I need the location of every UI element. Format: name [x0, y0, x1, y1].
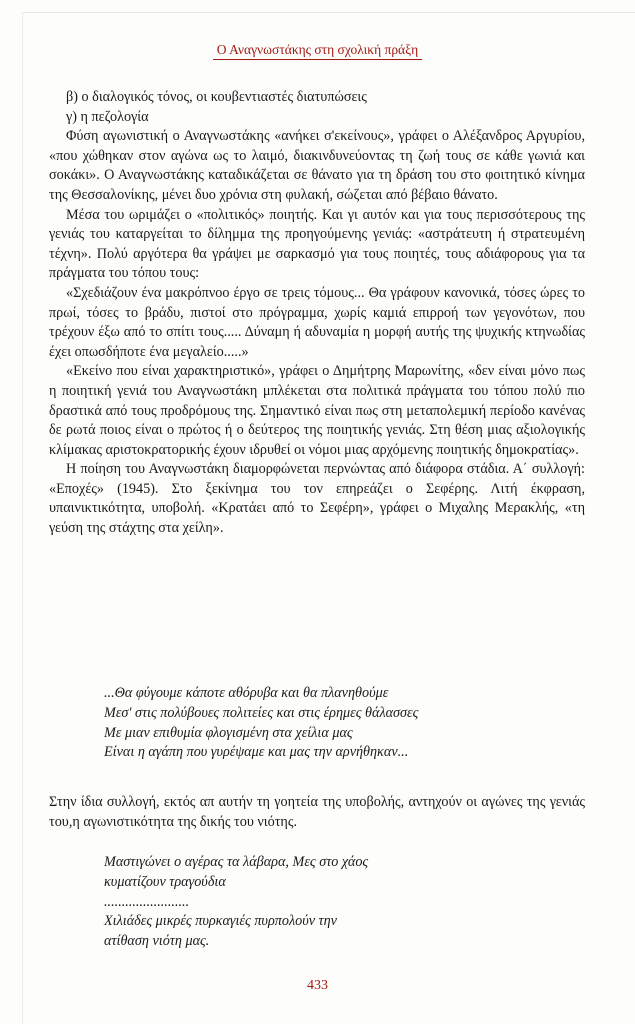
poem-excerpt-2 [104, 853, 584, 952]
paragraph: Η ποίηση του Αναγνωστάκη διαμορφώνεται περνώντας από διάφορα στάδια. Α΄ συλλογή: «Εποχές» (1945). Στο ξεκίνημα του τον επηρεάζει ο Σεφέρης. Λιτή έκφραση, υπαινικτικότητα, υποβολή. «Κρατάει από το Σεφέρη», γράφει ο Μιχαλης Μερακλής, «τη γεύση της στάχτης στα χείλη». [49, 461, 585, 537]
poem-line: κυματίζουν τραγούδια [104, 873, 226, 890]
paragraph: Φύση αγωνιστική ο Αναγνωστάκης «ανήκει σ'εκείνους», γράφει ο Αλέξανδρος Αργυρίου, «που χώθηκαν στον αγώνα ως το λαιμό, διακινδυνεύοντας τη ζωή τους σε κάθε γωνιά και σοκάκι». Ο Αναγνωστάκης καταδικάζεται σε θάνατο για τη δράση του στο φοιτητικό κίνημα της Θεσσαλονίκης, μένει δυο χρόνια στη φυλακή, σώζεται από βέβαιο θάνατο. [49, 128, 585, 203]
poem-line: Με μιαν επιθυμία φλογισμένη στα χείλια μας [104, 724, 353, 741]
poem-excerpt-1 [104, 684, 584, 763]
quote-paragraph: «Σχεδιάζουν ένα μακρόπνοο έργο σε τρεις τόμους... Θα γράφουν κανονικά, τόσες ώρες το πρωί, τόσες το βράδυ, πιστοί στο πρόγραμμα, χωρίς καμιά επιρροή των γεγονότων, που τρέχουν έξω από το σπίτι τους..... Δύναμη ή αδυναμία η μορφή αυτής της ψυχικής κτηνωδίας έχει οπωσδήποτε ένα μεγαλείο.....» [49, 284, 585, 360]
list-item: β) ο διαλογικός τόνος, οι κουβεντιαστές διατυπώσεις [66, 89, 367, 105]
poem-line: ........................ [104, 893, 190, 910]
running-head [0, 42, 635, 60]
list-item: γ) η πεζολογία [66, 108, 149, 125]
page-edge-left [22, 12, 23, 1024]
main-text [49, 88, 585, 539]
poem-line: ατίθαση νιότη μας. [104, 933, 210, 950]
paragraph: Στην ίδια συλλογή, εκτός απ αυτήν τη γοητεία της υποβολής, αντηχούν οι αγώνες της γενιάς του,η αγωνιστικότητα της δικής του νιότης. [49, 794, 585, 830]
poem-line: Είναι η αγάπη που γυρέψαμε και μας την αρνήθηκαν... [104, 744, 409, 761]
poem-line: ...Θα φύγουμε κάποτε αθόρυβα και θα πλανηθούμε [104, 685, 389, 701]
poem-line: Μαστιγώνει ο αγέρας τα λάβαρα, Μες στο χάος [104, 854, 369, 870]
poem-line: Χιλιάδες μικρές πυρκαγιές πυρπολούν την [104, 913, 337, 930]
paragraph: Μέσα του ωριμάζει ο «πολιτικός» ποιητής. Και γι αυτόν και για τους περισσότερους της γενιάς του καταργείται το δίλημμα της προηγούμενης γενιάς: «αστράτευτη ή στρατευμένη τέχνη». Πολύ αργότερα θα γράψει με σαρκασμό για τους ποιητές, τους αδιάφορους για τα πράγματα του τόπου τους: [49, 206, 585, 282]
page-edge-top [22, 12, 635, 13]
page-number: 433 [307, 978, 328, 993]
quote-paragraph: «Εκείνο που είναι χαρακτηριστικό», γράφει ο Δημήτρης Μαρωνίτης, «δεν είναι μόνο πως η ποιητική γενιά του Αναγνωστάκη μπλέκεται στα πολιτικά πράγματα του τόπου πολύ πιο δραστικά από τους προδρόμους της. Σημαντικό είναι πως στη μεταπολεμική περίοδο κανένας δε ρωτά ποιος είναι ο πρώτος ή ο δεύτερος της ποιητικής γενιάς. Στη θέση μιας αξιολογικής κλίμακας αριστοκρατορικής έχουν ιδρυθεί οι νόμοι μιας αρχόμενης ποιητικής δημοκρατίας». [49, 363, 585, 458]
poem-line: Μεσ' στις πολύβουες πολιτείες και στις έρημες θάλασσες [104, 704, 419, 721]
running-head-text: Ο Αναγνωστάκης στη σχολική πράξη [213, 42, 422, 60]
closing-paragraph [49, 793, 585, 832]
